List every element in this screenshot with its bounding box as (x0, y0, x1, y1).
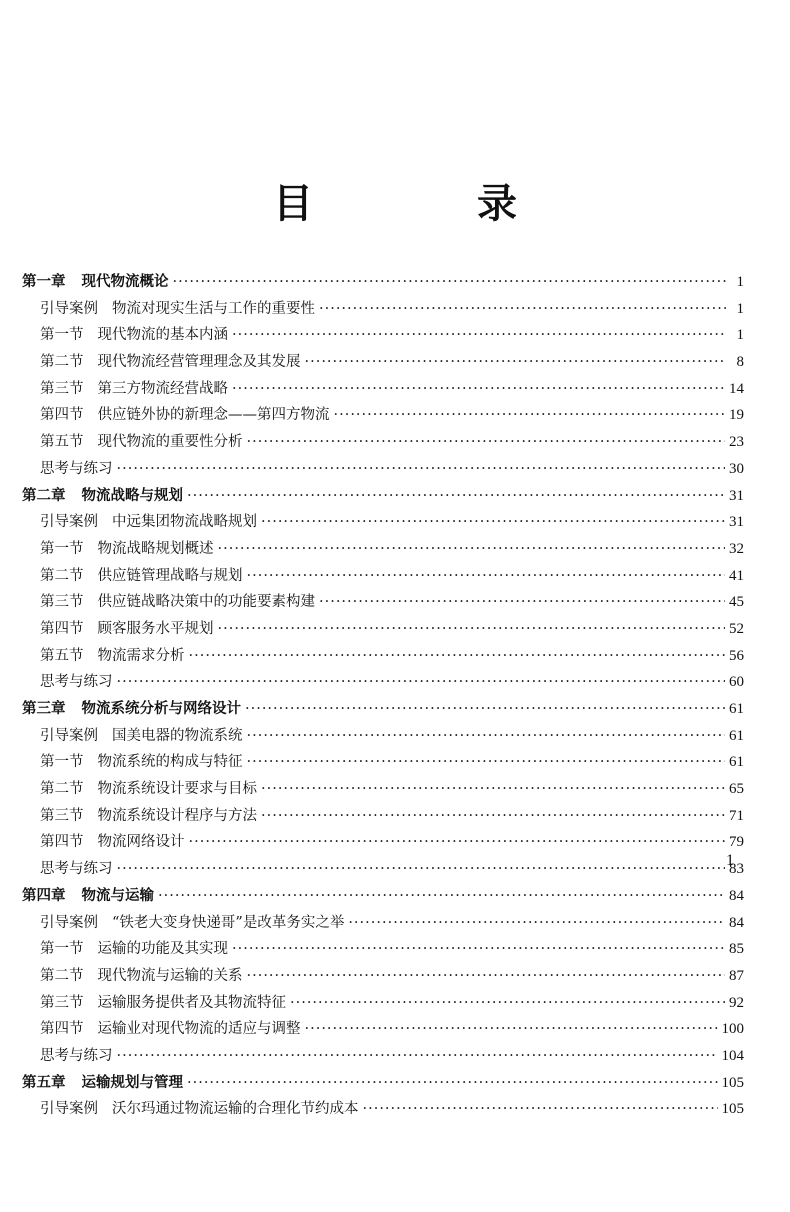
dot-leader (232, 381, 725, 397)
dot-leader (187, 1075, 718, 1091)
toc-entry-label (40, 537, 214, 558)
dot-leader (232, 941, 725, 957)
section-number: 第二节 (40, 567, 84, 584)
section-title: 第三方物流经营战略 (97, 380, 228, 397)
toc-section-entry[interactable] (22, 564, 744, 591)
toc-section-entry[interactable] (22, 457, 744, 484)
dot-leader (247, 728, 726, 744)
toc-chapter-entry[interactable] (22, 884, 744, 911)
section-number: 第四节 (40, 407, 84, 424)
toc-section-entry[interactable] (22, 617, 744, 644)
toc-entry-label (40, 377, 228, 398)
section-title: 供应链管理战略与规划 (97, 567, 243, 584)
dot-leader (189, 648, 726, 664)
toc-section-entry[interactable] (22, 590, 744, 617)
section-number: 第四节 (40, 834, 84, 851)
dot-leader (247, 568, 726, 584)
chapter-number: 第一章 (22, 274, 66, 290)
toc-section-entry[interactable] (22, 777, 744, 804)
section-title: 现代物流经营管理理念及其发展 (97, 354, 301, 371)
toc-entry-label (40, 991, 286, 1012)
section-title: 现代物流的重要性分析 (97, 434, 243, 451)
toc-page-number: 19 (729, 407, 744, 424)
toc-section-entry[interactable] (22, 350, 744, 377)
section-title: 供应链外协的新理念——第四方物流 (97, 407, 330, 424)
section-number: 第一节 (40, 327, 84, 344)
section-number: 第五节 (40, 434, 84, 451)
page-title: 目 录 (273, 181, 579, 227)
section-title: 思考与练习 (40, 1047, 113, 1064)
toc-entry-label (22, 1071, 183, 1092)
dot-leader (319, 594, 725, 610)
toc-section-entry[interactable] (22, 1044, 744, 1071)
dot-leader (218, 541, 726, 557)
chapter-title: 物流与运输 (81, 887, 154, 904)
section-title: 物流需求分析 (97, 647, 185, 664)
section-title: 思考与练习 (40, 674, 113, 691)
dot-leader (319, 301, 726, 317)
toc-section-entry[interactable] (22, 297, 744, 324)
section-title: 运输服务提供者及其物流特征 (97, 994, 286, 1011)
chapter-number: 第二章 (22, 487, 66, 504)
dot-leader (173, 274, 727, 290)
section-title: 现代物流与运输的关系 (97, 967, 243, 984)
toc-page-number: 1 (736, 300, 744, 317)
section-title: 物流系统设计要求与目标 (97, 781, 257, 798)
toc-entry-label (40, 323, 228, 344)
toc-section-entry[interactable] (22, 377, 744, 404)
toc-page-number: 31 (729, 514, 744, 531)
section-title: 物流对现实生活与工作的重要性 (112, 300, 315, 317)
toc-page-number: 56 (729, 647, 744, 664)
toc-chapter-entry[interactable] (22, 484, 744, 511)
toc-section-entry[interactable] (22, 323, 744, 350)
toc-section-entry[interactable] (22, 403, 744, 430)
dot-leader (290, 995, 725, 1011)
toc-entry-label (40, 750, 243, 771)
toc-entry-label (40, 964, 243, 985)
toc-chapter-entry[interactable] (22, 270, 744, 297)
section-title: 中远集团物流战略规划 (112, 514, 257, 531)
section-number: 第五节 (40, 647, 84, 664)
toc-section-entry[interactable] (22, 857, 744, 884)
toc-chapter-entry[interactable] (22, 697, 744, 724)
chapter-title: 运输规划与管理 (81, 1074, 183, 1091)
dot-leader (117, 861, 726, 877)
chapter-number: 第三章 (22, 701, 66, 717)
section-number: 第二节 (40, 967, 84, 984)
dot-leader (187, 488, 725, 504)
section-title: 国美电器的物流系统 (112, 727, 243, 744)
section-title: 沃尔玛通过物流运输的合理化节约成本 (112, 1101, 359, 1118)
toc-entry-label (22, 484, 183, 505)
toc-page-number: 1 (736, 274, 744, 290)
dot-leader (117, 1048, 718, 1064)
section-title: “铁老大变身快递哥”是改革务实之举 (112, 914, 345, 931)
dot-leader (158, 888, 725, 904)
dot-leader (305, 1021, 718, 1037)
toc-page-number: 100 (721, 1021, 744, 1038)
toc-page-number: 41 (729, 567, 744, 584)
toc-entry-label (40, 1017, 301, 1038)
section-title: 运输业对现代物流的适应与调整 (97, 1021, 301, 1038)
dot-leader (247, 434, 726, 450)
toc-entry-label (22, 270, 169, 291)
toc-section-entry[interactable] (22, 510, 744, 537)
toc-entry-label (40, 670, 113, 691)
dot-leader (189, 834, 726, 850)
toc-page-number: 105 (721, 1101, 744, 1118)
section-number: 引导案例 (40, 727, 98, 744)
dot-leader (305, 354, 727, 370)
toc-section-entry[interactable] (22, 937, 744, 964)
toc-entry-label (40, 590, 315, 611)
toc-section-entry[interactable] (22, 644, 744, 671)
section-number: 第三节 (40, 994, 84, 1011)
toc-page-number: 105 (721, 1074, 744, 1091)
chapter-number: 第五章 (22, 1074, 66, 1091)
section-number: 引导案例 (40, 1101, 98, 1118)
toc-page-number: 71 (729, 807, 744, 824)
toc-page-number: 104 (721, 1047, 744, 1064)
dot-leader (334, 407, 726, 423)
chapter-title: 现代物流概论 (81, 274, 169, 290)
section-number: 第三节 (40, 380, 84, 397)
toc-page-number: 60 (729, 674, 744, 691)
toc-section-entry[interactable] (22, 911, 744, 938)
section-number: 第二节 (40, 781, 84, 798)
toc-page-number: 79 (729, 834, 744, 851)
toc-entry-label (40, 403, 330, 424)
dot-leader (247, 968, 726, 984)
toc-section-entry[interactable] (22, 830, 744, 857)
section-number: 第四节 (40, 620, 84, 637)
toc-entry-label (40, 297, 315, 318)
toc-entry-label (40, 644, 185, 665)
toc-page-number: 30 (729, 460, 744, 477)
toc-page-number: 87 (729, 967, 744, 984)
section-title: 物流网络设计 (97, 834, 185, 851)
toc-entry-label (40, 1097, 359, 1118)
toc-page-number: 65 (729, 781, 744, 798)
toc-entry-label (40, 911, 344, 932)
toc-page-number: 61 (729, 727, 744, 744)
toc-page-number: 32 (729, 540, 744, 557)
toc-page-number: 84 (729, 887, 744, 904)
dot-leader (348, 915, 725, 931)
toc-entry-label (40, 937, 228, 958)
dot-leader (261, 808, 725, 824)
toc-page-number: 1 (736, 327, 744, 344)
section-number: 第一节 (40, 540, 84, 557)
section-title: 物流战略规划概述 (97, 540, 214, 557)
toc-section-entry[interactable] (22, 750, 744, 777)
toc-section-entry[interactable] (22, 804, 744, 831)
toc-section-entry[interactable] (22, 670, 744, 697)
section-title: 现代物流的基本内涵 (97, 327, 228, 344)
toc-entry-label (40, 564, 243, 585)
toc-section-entry[interactable] (22, 1017, 744, 1044)
section-title: 顾客服务水平规划 (97, 620, 214, 637)
dot-leader (363, 1101, 718, 1117)
section-number: 第二节 (40, 354, 84, 371)
toc-entry-label (40, 510, 257, 531)
toc-section-entry[interactable] (22, 430, 744, 457)
section-title: 思考与练习 (40, 460, 113, 477)
toc-entry-label (40, 350, 301, 371)
section-title: 物流系统设计程序与方法 (97, 807, 257, 824)
section-title: 物流系统的构成与特征 (97, 754, 243, 771)
chapter-title: 物流战略与规划 (81, 487, 183, 504)
dot-leader (261, 781, 725, 797)
toc-entry-label (40, 457, 113, 478)
dot-leader (218, 621, 726, 637)
table-of-contents (22, 270, 744, 1124)
toc-section-entry[interactable] (22, 1097, 744, 1124)
toc-section-entry[interactable] (22, 964, 744, 991)
dot-leader (117, 674, 726, 690)
toc-entry-label (40, 724, 243, 745)
section-number: 第一节 (40, 941, 84, 958)
dot-leader (232, 327, 726, 343)
toc-entry-label (22, 697, 241, 718)
toc-entry-label (22, 884, 154, 905)
toc-page-number: 61 (729, 754, 744, 771)
toc-page-number: 83 (729, 861, 744, 878)
toc-entry-label (40, 804, 257, 825)
chapter-number: 第四章 (22, 887, 66, 904)
page-number-footer: 1 (726, 852, 734, 869)
toc-page-number: 85 (729, 941, 744, 958)
dot-leader (117, 461, 726, 477)
toc-page-number: 52 (729, 620, 744, 637)
toc-page-number: 84 (729, 914, 744, 931)
chapter-title: 物流系统分析与网络设计 (81, 701, 241, 717)
toc-page-number: 45 (729, 594, 744, 611)
toc-entry-label (40, 830, 185, 851)
section-number: 第一节 (40, 754, 84, 771)
dot-leader (247, 754, 726, 770)
section-number: 引导案例 (40, 914, 98, 931)
section-title: 供应链战略决策中的功能要素构建 (97, 594, 315, 611)
toc-page-number: 14 (729, 380, 744, 397)
toc-entry-label (40, 777, 257, 798)
toc-entry-label (40, 1044, 113, 1065)
toc-entry-label (40, 430, 243, 451)
toc-page-number: 61 (729, 701, 744, 717)
dot-leader (261, 514, 725, 530)
section-number: 引导案例 (40, 514, 98, 531)
toc-page-number: 92 (729, 994, 744, 1011)
toc-page-number: 8 (736, 354, 744, 371)
section-number: 第四节 (40, 1021, 84, 1038)
toc-page-number: 23 (729, 434, 744, 451)
section-title: 运输的功能及其实现 (97, 941, 228, 958)
toc-entry-label (40, 617, 214, 638)
toc-entry-label (40, 857, 113, 878)
toc-section-entry[interactable] (22, 991, 744, 1018)
toc-section-entry[interactable] (22, 724, 744, 751)
section-number: 引导案例 (40, 300, 98, 317)
toc-page-number: 31 (729, 487, 744, 504)
dot-leader (245, 701, 725, 717)
toc-chapter-entry[interactable] (22, 1071, 744, 1098)
section-number: 第三节 (40, 807, 84, 824)
section-number: 第三节 (40, 594, 84, 611)
section-title: 思考与练习 (40, 861, 113, 878)
toc-section-entry[interactable] (22, 537, 744, 564)
